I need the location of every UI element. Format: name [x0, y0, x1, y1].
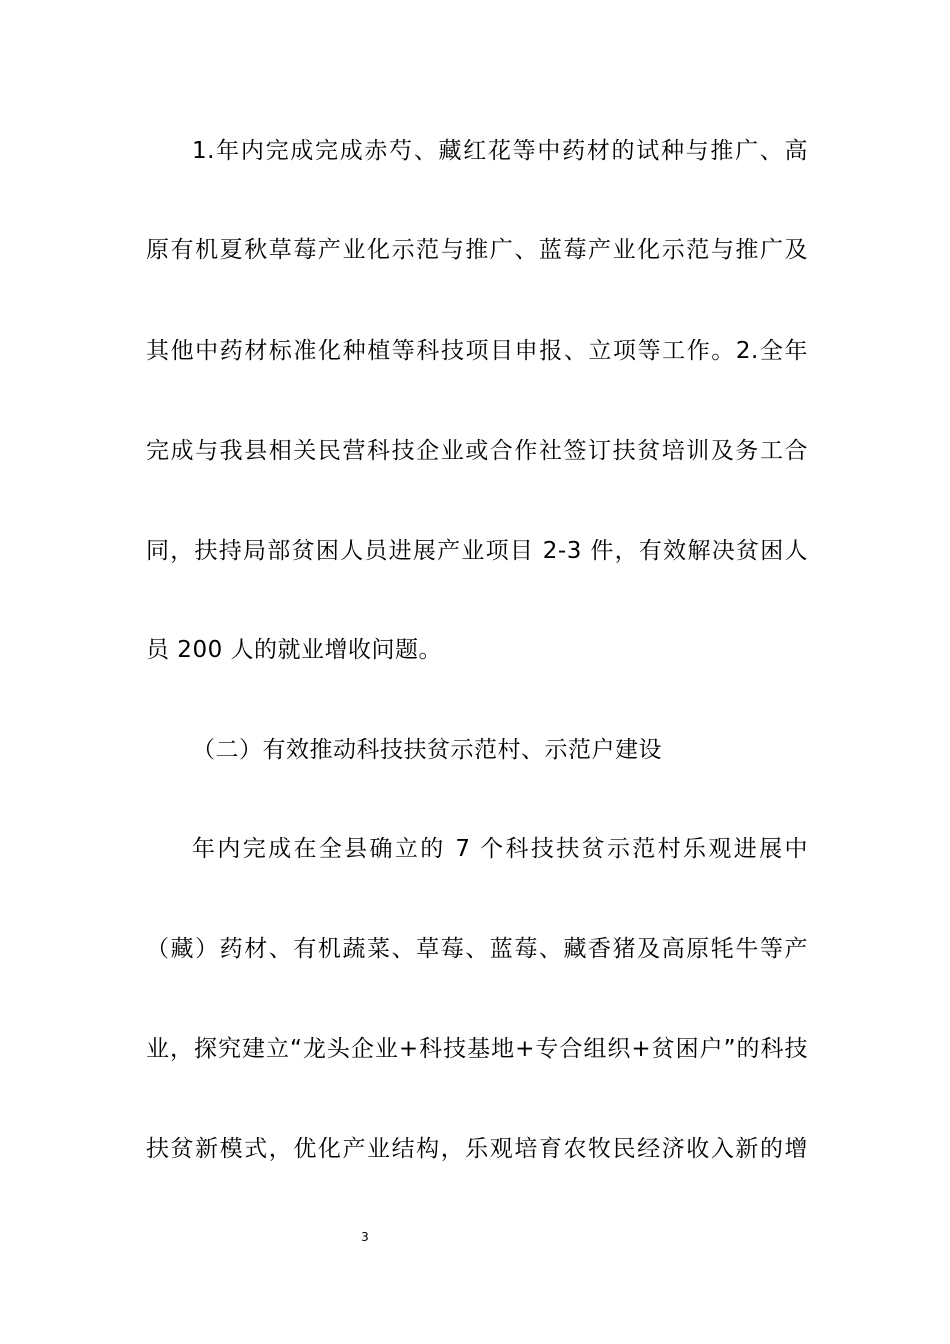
paragraph-line: 原有机夏秋草莓产业化示范与推广、蓝莓产业化示范与推广及 — [146, 237, 808, 263]
section-heading: （二）有效推动科技扶贫示范村、示范户建设 — [192, 737, 662, 763]
paragraph-line: 同，扶持局部贫困人员进展产业项目 2-3 件，有效解决贫困人 — [146, 538, 808, 564]
page-number: 3 — [361, 1230, 369, 1244]
paragraph-line: 年内完成在全县确立的 7 个科技扶贫示范村乐观进展中 — [192, 836, 808, 862]
paragraph-line: 业，探究建立“龙头企业+科技基地+专合组织+贫困户”的科技 — [146, 1036, 808, 1062]
paragraph-line: 员 200 人的就业增收问题。 — [146, 637, 443, 663]
paragraph-line: 扶贫新模式，优化产业结构，乐观培育农牧民经济收入新的增 — [146, 1136, 808, 1162]
paragraph-line: 其他中药材标准化种植等科技项目申报、立项等工作。2.全年 — [146, 338, 808, 364]
paragraph-line: 1.年内完成完成赤芍、藏红花等中药材的试种与推广、高 — [192, 138, 808, 164]
paragraph-line: 完成与我县相关民营科技企业或合作社签订扶贫培训及务工合 — [146, 438, 808, 464]
paragraph-line: （藏）药材、有机蔬菜、草莓、蓝莓、藏香猪及高原牦牛等产 — [146, 936, 808, 962]
